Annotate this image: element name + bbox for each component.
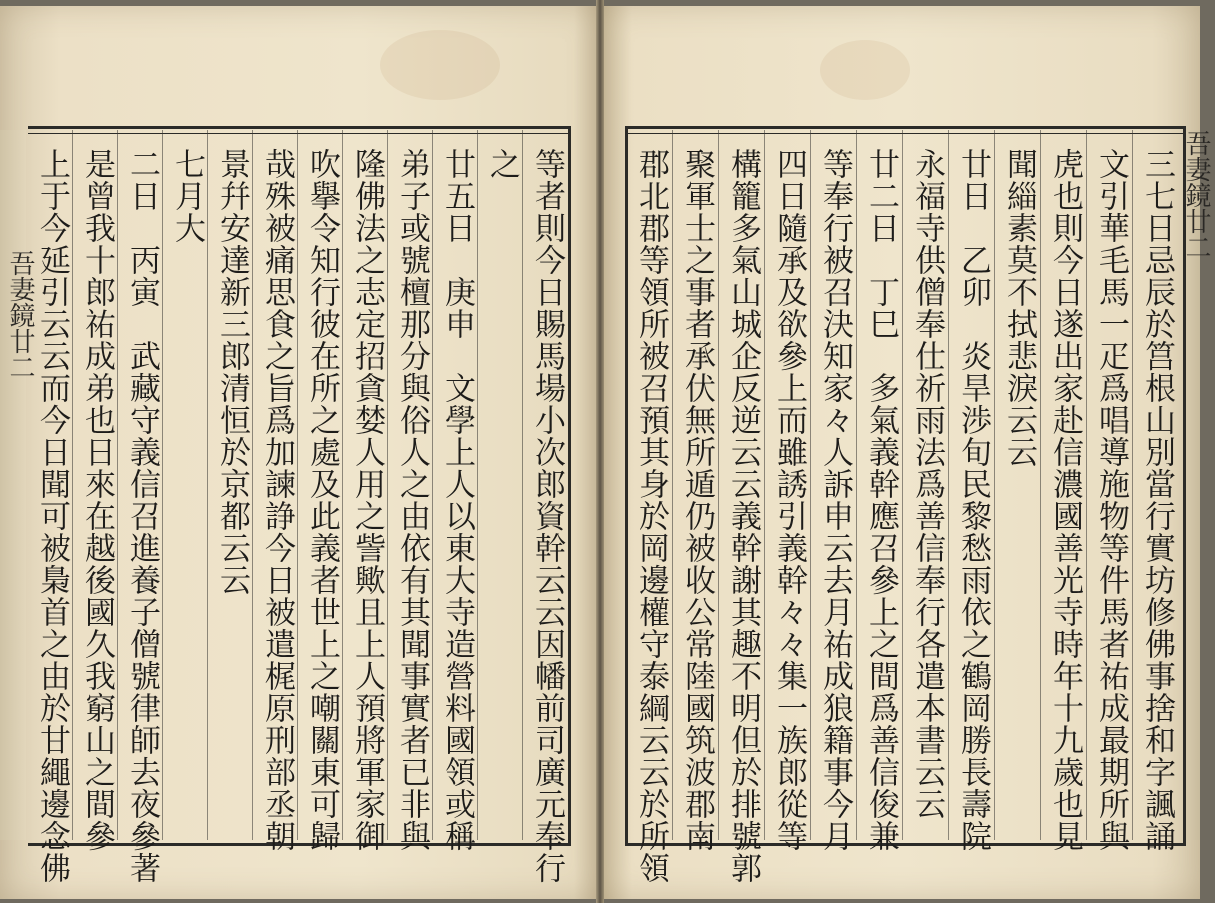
text-column: 廿五日 庚申 文學上人以東大寺造營料國領或稱: [439, 148, 475, 852]
column-rule: [342, 130, 343, 840]
text-column: 是曾我十郎祐成弟也日來在越後國久我窮山之間參: [79, 148, 115, 852]
column-rule: [477, 130, 478, 840]
text-column: 文引華毛馬一疋爲唱導施物等件馬者祐成最期所與: [1093, 148, 1129, 852]
text-column: 廿二日 丁巳 多氣義幹應召參上之間爲善信俊兼: [863, 148, 899, 852]
column-rule: [117, 130, 118, 840]
text-column: 三七日忌辰於筥根山別當行實坊修佛事捨和字諷誦: [1139, 148, 1175, 852]
column-rule: [718, 130, 719, 840]
column-rule: [902, 130, 903, 840]
column-rule: [252, 130, 253, 840]
text-column: 之: [484, 148, 520, 180]
text-column: 虎也則今日遂出家赴信濃國善光寺時年十九歲也見: [1047, 148, 1083, 852]
text-column: 上于今延引云云而今日聞可被梟首之由於甘繩邊念佛: [34, 148, 70, 884]
column-rule: [1086, 130, 1087, 840]
column-rule: [72, 130, 73, 840]
column-rule: [387, 130, 388, 840]
column-rule: [994, 130, 995, 840]
left-page-edge: [0, 130, 26, 840]
paper-stain: [820, 40, 910, 100]
column-rule: [297, 130, 298, 840]
text-column: 廿日 乙卯 炎旱渉旬民黎愁雨依之鶴岡勝長壽院: [955, 148, 991, 852]
text-column: 聚軍士之事者承伏無所遁仍被收公常陸國筑波郡南: [679, 148, 715, 852]
column-rule: [1132, 130, 1133, 840]
column-rule: [432, 130, 433, 840]
text-column: 等者則今日賜馬場小次郎資幹云云因幡前司廣元奉行: [529, 148, 565, 884]
left-margin-title: 吾妻鏡廿二: [5, 250, 35, 380]
text-column: 吹擧令知行彼在所之處及此義者世上之嘲關東可歸: [304, 148, 340, 852]
text-column: 構籠多氣山城企反逆云云義幹謝其趣不明但於排號郭: [725, 148, 761, 884]
text-column: 二日 丙寅 武藏守義信召進養子僧號律師去夜參著: [124, 148, 160, 884]
column-rule: [856, 130, 857, 840]
column-rule: [522, 130, 523, 840]
text-column: 等奉行被召決知家々人訴申云去月祐成狼籍事今月: [817, 148, 853, 852]
column-rule: [207, 130, 208, 840]
text-column: 聞緇素莫不拭悲淚云云: [1001, 148, 1037, 468]
text-column: 景幷安達新三郎清恒於京都云云: [214, 148, 250, 596]
column-rule: [1040, 130, 1041, 840]
column-rule: [672, 130, 673, 840]
paper-stain: [380, 30, 500, 100]
column-rule: [162, 130, 163, 840]
column-rule: [810, 130, 811, 840]
right-margin-title: 吾妻鏡廿二: [1181, 130, 1211, 260]
text-column: 哉殊被痛思食之旨爲加諫諍今日被遣梶原刑部丞朝: [259, 148, 295, 852]
text-column: 弟子或號檀那分與俗人之由依有其聞事實者已非與: [394, 148, 430, 852]
text-column: 永福寺供僧奉仕祈雨法爲善信奉行各遣本書云云: [909, 148, 945, 820]
column-rule: [948, 130, 949, 840]
book-gutter: [596, 0, 604, 903]
text-column: 隆佛法之志定招貪婪人用之訾歟且上人預將軍家御: [349, 148, 385, 852]
column-rule: [764, 130, 765, 840]
text-column: 七月大: [169, 148, 205, 244]
text-column: 四日隨承及欲參上而雖誘引義幹々々集一族郎從等: [771, 148, 807, 852]
text-column: 郡北郡等領所被召預其身於岡邊權守泰綱云云於所領: [633, 148, 669, 884]
